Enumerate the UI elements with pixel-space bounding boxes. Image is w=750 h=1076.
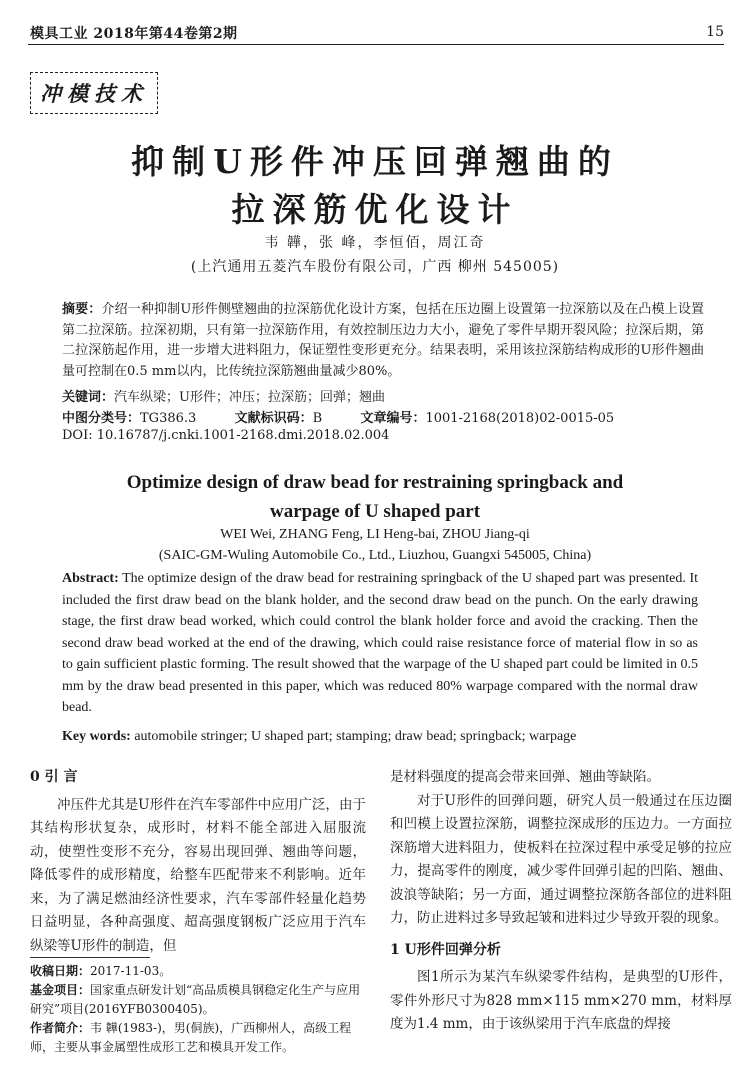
section-0-paragraph: 冲压件尤其是U形件在汽车零部件中应用广泛，由于其结构形状复杂，成形时，材料不能全部进入屈服流动，使塑性变形不充分，容易出现回弹、翘曲等问题，降低零件的成形精度，给整车匹配带来不利影响。近年来，为了满足燃油经济性要求，汽车零部件轻量化趋势日益明显，各种高强度、超高强度钢板广泛应用于汽车纵梁等U形件的制造，但 (30, 796, 366, 954)
abstract-english (62, 568, 698, 719)
page-number: 15 (706, 24, 724, 40)
footnote-author (30, 1019, 366, 1057)
title-chinese (0, 138, 750, 234)
authors-english: WEI Wei, ZHANG Feng, LI Heng-bai, ZHOU Jiang-qi (220, 527, 530, 542)
section-1-paragraph: 图1所示为某汽车纵梁零件结构，是典型的U形件，零件外形尺寸为828 mm×115 mm×270 mm，材料厚度为1.4 mm，由于该纵梁用于汽车底盘的焊接 (390, 969, 732, 1032)
affiliation-chinese: (上汽通用五菱汽车股份有限公司，广西 柳州 545005) (190, 259, 560, 275)
section-0-heading: 0 引 言 (30, 769, 78, 785)
fund-label: 基金项目： (30, 983, 91, 997)
abstract-en-text: The optimize design of the draw bead for restraining springback of the U shaped part was presented. It included the first draw bead on the blank holder, and the second draw bead on the punch. On the early drawing stage, the first draw bead worked, which could control the blank holder force and avoid the cracking. Then the second draw bead worked at the end of the drawing, which could raise resistance force of material flow in so as to gain sufficient plastic forming. The result showed that the warpage of the U shaped part could be limited in 0.5 mm by the draw bead presented in this paper, which was reduced 80% warpage compared with the normal draw bead. (62, 571, 698, 715)
keywords-chinese (62, 386, 704, 405)
received-date: 2017-11-03。 (90, 964, 172, 978)
title-en-line1: Optimize design of draw bead for restraining springback and (126, 472, 624, 493)
abstract-chinese (62, 300, 704, 382)
article-no-label: 文章编号： (360, 411, 426, 426)
running-header (28, 20, 724, 45)
continued-paragraph: 是材料强度的提高会带来回弹、翘曲等缺陷。 (390, 769, 660, 785)
body-right-column (390, 766, 732, 1037)
title-cn-line2: 拉深筋优化设计 (231, 190, 519, 229)
section-tag-label: 冲模技术 (40, 81, 148, 106)
keywords-en-label: Key words: (62, 729, 131, 744)
keywords-english (62, 729, 698, 745)
affiliation-english: (SAIC-GM-Wuling Automobile Co., Ltd., Liuzhou, Guangxi 545005, China) (158, 548, 592, 563)
author-bio-text: 韦 韡(1983-)，男(侗族)，广西柳州人，高级工程师，主要从事金属塑性成形工艺和模具开发工作。 (30, 1021, 352, 1054)
received-label: 收稿日期： (30, 964, 91, 978)
abstract-en-label: Abstract: (62, 571, 119, 586)
keywords-en-text: automobile stringer; U shaped part; stamping; draw bead; springback; warpage (130, 729, 577, 744)
author-bio-label: 作者简介： (30, 1021, 91, 1035)
doc-code-value: B (312, 411, 323, 426)
classification-line (62, 407, 704, 426)
section-tag (30, 72, 158, 114)
title-english (40, 468, 710, 526)
title-cn-line1: 抑制U形件冲压回弹翘曲的 (131, 142, 619, 181)
doc-code-label: 文献标识码： (234, 411, 313, 426)
footnotes (30, 962, 366, 1057)
body-left-column (30, 766, 366, 958)
keywords-cn-text: 汽车纵梁；U形件；冲压；拉深筋；回弹；翘曲 (114, 390, 385, 405)
clc-label: 中图分类号： (62, 411, 141, 426)
fund-text: 国家重点研发计划“高品质模具钢稳定化生产与应用研究”项目(2016YFB0300405)。 (30, 983, 361, 1016)
authors-chinese: 韦 韡，张 峰，李恒佰，周江奇 (264, 235, 486, 251)
footnote-fund (30, 981, 366, 1019)
section-1-heading: 1 U形件回弹分析 (390, 941, 501, 958)
title-en-line2: warpage of U shaped part (269, 501, 481, 522)
doi-line: DOI: 10.16787/j.cnki.1001-2168.dmi.2018.02.004 (62, 428, 390, 443)
footnote-received (30, 962, 366, 981)
abstract-cn-label: 摘要： (62, 302, 102, 317)
article-no-value: 1001-2168(2018)02-0015-05 (425, 411, 615, 426)
clc-value: TG386.3 (140, 411, 197, 426)
journal-issue: 模具工业 2018年第44卷第2期 (30, 26, 238, 42)
springback-paragraph: 对于U形件的回弹问题，研究人员一般通过在压边圈和凹模上设置拉深筋，调整拉深成形的压边力。一方面拉深筋增大进料阻力，使板料在拉深过程中承受足够的拉应力，提高零件的刚度，减少零件回弹引起的凹陷、翘曲、波浪等缺陷；另一方面，通过调整拉深筋各部位的进料阻力，防止进料过多导致起皱和进料过少导致开裂的现象。 (390, 792, 732, 926)
keywords-cn-label: 关键词： (62, 390, 115, 405)
footnote-divider (30, 957, 150, 958)
abstract-cn-text: 介绍一种抑制U形件侧壁翘曲的拉深筋优化设计方案，包括在压边圈上设置第一拉深筋以及在凸模上设置第二拉深筋。拉深初期，只有第一拉深筋作用，有效控制压边力大小，避免了零件早期开裂风险；拉深后期，第二拉深筋起作用，进一步增大进料阻力，保证塑性变形更充分。结果表明，采用该拉深筋结构成形的U形件翘曲量可控制在0.5 mm以内，比传统拉深筋翘曲量减少80%。 (62, 302, 704, 379)
